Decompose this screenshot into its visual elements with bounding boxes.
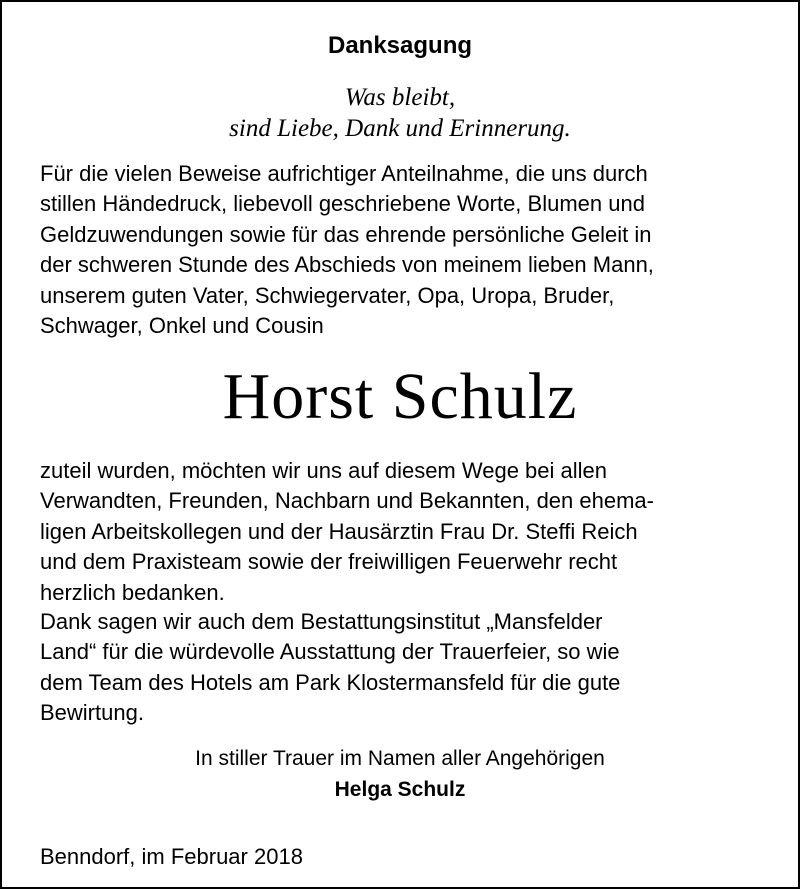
thanks-paragraph-funeral-home xyxy=(40,607,766,729)
paragraph-line: Dank sagen wir auch dem Bestattungsinstitut „Mansfelder xyxy=(40,609,603,634)
paragraph-line: Geldzuwendungen sowie für das ehrende persönliche Geleit in xyxy=(40,221,652,247)
deceased-name: Horst Schulz xyxy=(222,360,578,433)
paragraph-line: dem Team des Hotels am Park Klostermansfeld für die gute xyxy=(40,669,621,695)
paragraph-line: zuteil wurden, möchten wir uns auf diesem Wege bei allen xyxy=(40,458,608,483)
paragraph-line: Schwager, Onkel und Cousin xyxy=(40,313,324,339)
motto-line: Was bleibt, xyxy=(344,84,456,111)
thanks-paragraph-intro xyxy=(40,159,766,341)
paragraph-line: der schweren Stunde des Abschieds von meinem lieben Mann, xyxy=(40,252,654,278)
notice-heading: Danksagung xyxy=(327,32,473,59)
paragraph-line: stillen Händedruck, liebevoll geschriebene Worte, Blumen und xyxy=(40,191,645,217)
paragraph-line: Bewirtung. xyxy=(40,700,144,726)
paragraph-line: und dem Praxisteam sowie der freiwilligen Feuerwehr recht xyxy=(40,549,618,575)
signer-name: Helga Schulz xyxy=(334,778,466,801)
paragraph-line: Für die vielen Beweise aufrichtiger Anteilnahme, die uns durch xyxy=(40,161,648,186)
paragraph-line: Land“ für die würdevolle Ausstattung der Trauerfeier, so wie xyxy=(40,639,620,665)
motto-line: sind Liebe, Dank und Erinnerung. xyxy=(229,115,571,142)
paragraph-line: Verwandten, Freunden, Nachbarn und Bekannten, den ehema- xyxy=(40,488,654,514)
paragraph-line: herzlich bedanken. xyxy=(40,579,225,605)
closing-line: In stiller Trauer im Namen aller Angehörigen xyxy=(195,747,605,770)
paragraph-line: unserem guten Vater, Schwiegervater, Opa, Uropa, Bruder, xyxy=(40,282,615,308)
thanks-paragraph-main xyxy=(40,456,766,608)
paragraph-line: ligen Arbeitskollegen und der Hausärztin Frau Dr. Steffi Reich xyxy=(40,518,638,544)
place-date: Benndorf, im Februar 2018 xyxy=(40,844,303,869)
